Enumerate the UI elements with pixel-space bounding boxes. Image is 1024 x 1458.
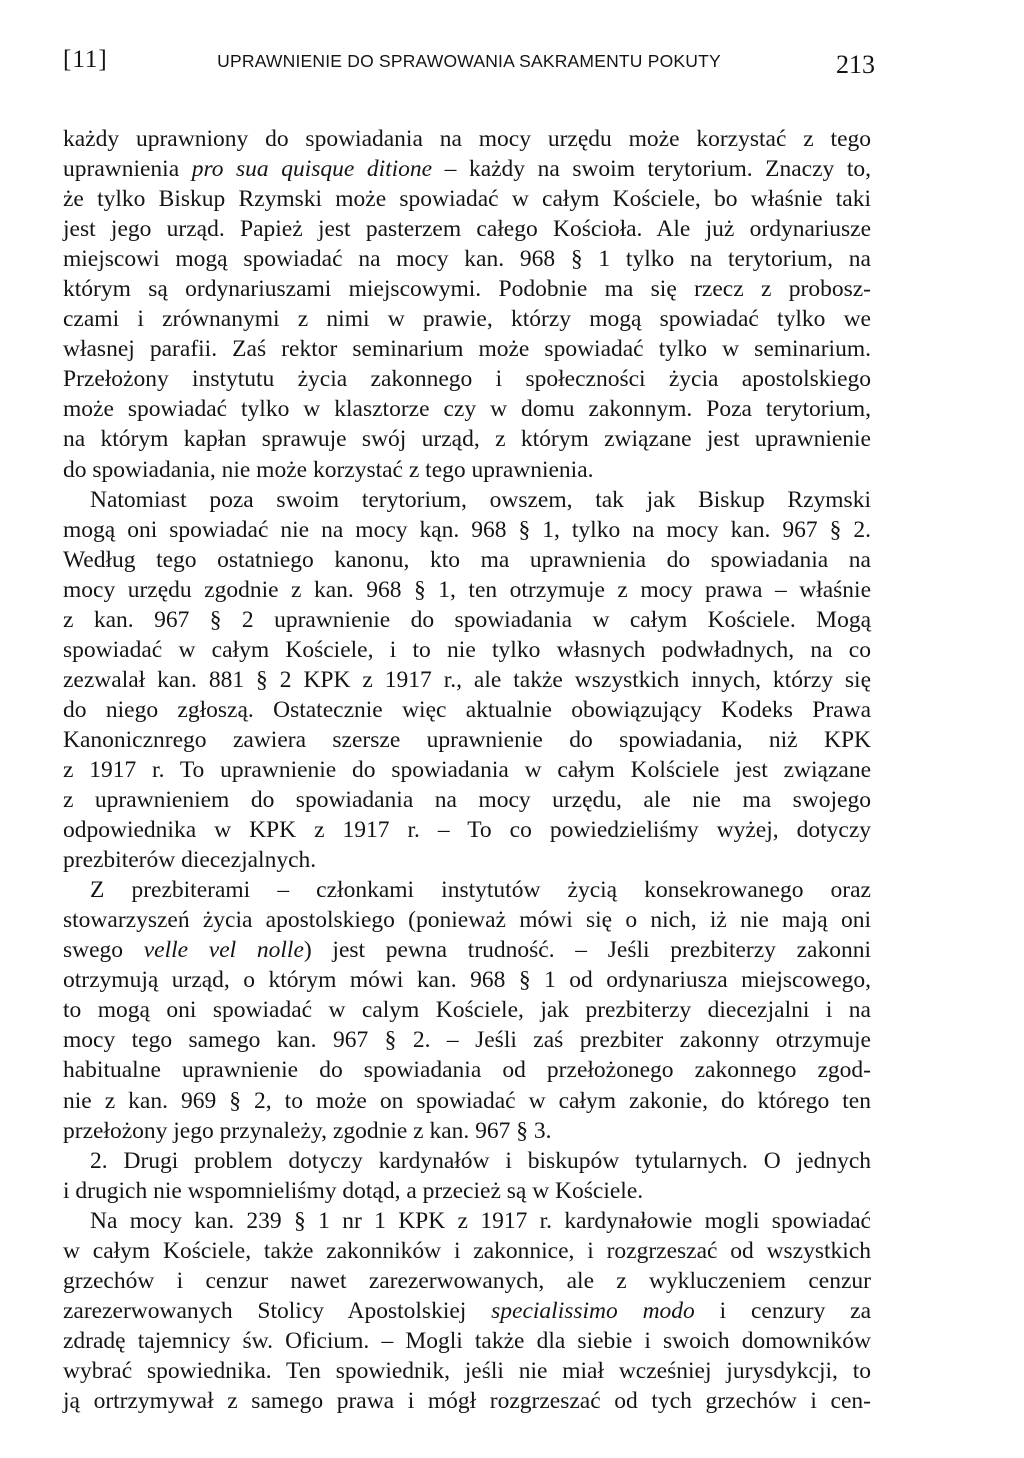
text-line: każdy uprawniony do spowiadania na mocy urzędu może korzystać z tego (63, 126, 871, 152)
text-line: Na mocy kan. 239 § 1 nr 1 KPK z 1917 r. kardynałowie mogli spowiadać (90, 1207, 871, 1234)
running-header (63, 46, 875, 86)
text-line: zdradę tajemnicy św. Oficium. – Mogli także dla siebie i swoich domowników (63, 1327, 871, 1354)
text-line: może spowiadać tylko w klasztorze czy w domu zakonnym. Poza terytorium, (63, 396, 871, 423)
text-line: grzechów i cenzur nawet zarezerwowanych, ale z wykluczeniem cenzur (63, 1267, 871, 1294)
text-line (63, 935, 871, 965)
text-line: zezwalał kan. 881 § 2 KPK z 1917 r., ale także wszystkich innych, którzy się (63, 666, 871, 693)
text-line: że tylko Biskup Rzymski może spowiadać w całym Kościele, bo właśnie taki (63, 186, 871, 213)
text-line: Z prezbiterami – członkami instytutów życią konsekrowanego oraz (90, 877, 871, 904)
text-line: do niego zgłoszą. Ostatecznie więc aktualnie obowiązujący Kodeks Prawa (63, 696, 871, 723)
text-line: ją ortrzymywał z samego prawa i mógł rozgrzeszać od tych grzechów i cen- (63, 1387, 871, 1414)
italic-phrase: specialissimo modo (491, 1297, 695, 1324)
text-segment: – każdy na swoim terytorium. Znaczy to, (432, 156, 871, 183)
text-line: Natomiast poza swoim terytorium, owszem, tak jak Biskup Rzymski (90, 486, 871, 513)
text-line: z 1917 r. To uprawnienie do spowiadania w całym Kolściele jest związane (63, 756, 871, 783)
text-segment: zarezerwowanych Stolicy Apostolskiej (63, 1297, 492, 1324)
text-line: odpowiednika w KPK z 1917 r. – To co powiedzieliśmy wyżej, dotyczy (63, 817, 871, 844)
text-line: habitualne uprawnienie do spowiadania od przełożonego zakonnego zgod- (63, 1057, 871, 1084)
text-line (63, 154, 871, 184)
text-line: spowiadać w całym Kościele, i to nie tylko własnych podwładnych, na co (63, 636, 871, 663)
running-title: UPRAWNIENIE DO SPRAWOWANIA SAKRAMENTU POKUTY (217, 51, 721, 71)
text-line: nie z kan. 969 § 2, to może on spowiadać w całym zakonie, do którego ten (63, 1087, 871, 1114)
text-line: stowarzyszeń życia apostolskiego (ponieważ mówi się o nich, iż nie mają oni (63, 907, 871, 934)
text-line: do spowiadania, nie może korzystać z tego uprawnienia. (63, 456, 594, 483)
text-line: 2. Drugi problem dotyczy kardynałów i biskupów tytularnych. O jednych (90, 1147, 871, 1174)
text-line: z uprawnieniem do spowiadania na mocy urzędu, ale nie ma swojego (63, 787, 871, 814)
text-line: mogą oni spowiadać nie na mocy kąn. 968 § 1, tylko na mocy kan. 967 § 2. (63, 516, 871, 543)
text-segment: swego (63, 937, 144, 964)
text-segment: ) jest pewna trudność. – Jeśli prezbiterzy zakonni (303, 937, 871, 964)
text-line: przełożony jego przynależy, zgodnie z kan. 967 § 3. (63, 1117, 552, 1144)
text-line: mocy urzędu zgodnie z kan. 968 § 1, ten otrzymuje z mocy prawa – właśnie (63, 576, 871, 603)
chapter-reference: [11] (63, 46, 108, 73)
text-line: Według tego ostatniego kanonu, kto ma uprawnienia do spowiadania na (63, 546, 871, 573)
text-line: Przełożony instytutu życia zakonnego i społeczności życia apostolskiego (63, 366, 871, 393)
text-line: mocy tego samego kan. 967 § 2. – Jeśli zaś prezbiter zakonny otrzymuje (63, 1027, 871, 1054)
text-line: i drugich nie wspomnieliśmy dotąd, a przecież są w Kościele. (63, 1177, 644, 1204)
text-line: prezbiterów diecezjalnych. (63, 847, 317, 874)
text-line: Kanonicznrego zawiera szersze uprawnienie do spowiadania, niż KPK (63, 726, 871, 753)
text-line: to mogą oni spowiadać w calym Kościele, jak prezbiterzy diecezjalni i na (63, 997, 871, 1024)
italic-phrase: pro sua quisque ditione (191, 156, 433, 183)
text-line: własnej parafii. Zaś rektor seminarium może spowiadać tylko w seminarium. (63, 336, 871, 363)
text-line: miejscowi mogą spowiadać na mocy kan. 968 § 1 tylko na terytorium, na (63, 246, 871, 273)
text-line: jest jego urząd. Papież jest pasterzem całego Kościoła. Ale już ordynariusze (63, 216, 871, 243)
text-line: otrzymują urząd, o którym mówi kan. 968 § 1 od ordynariusza miejscowego, (63, 967, 871, 994)
text-line: w całym Kościele, także zakonników i zakonnice, i rozgrzeszać od wszystkich (63, 1237, 871, 1264)
text-segment: uprawnienia (63, 156, 192, 183)
text-line: czami i zrównanymi z nimi w prawie, którzy mogą spowiadać tylko we (63, 306, 871, 333)
text-line (63, 1296, 871, 1326)
italic-phrase: velle vel nolle (143, 937, 304, 964)
text-line: którym są ordynariuszami miejscowymi. Podobnie ma się rzecz z probosz- (63, 276, 871, 303)
text-line: na którym kapłan sprawuje swój urząd, z którym związane jest uprawnienie (63, 426, 871, 453)
body-text (63, 124, 871, 1416)
page-number: 213 (836, 50, 875, 79)
text-line: wybrać spowiednika. Ten spowiednik, jeśli nie miał wcześniej jurysdykcji, to (63, 1357, 871, 1384)
text-segment: i cenzury za (694, 1297, 871, 1324)
text-line: z kan. 967 § 2 uprawnienie do spowiadania w całym Kościele. Mogą (63, 606, 871, 633)
